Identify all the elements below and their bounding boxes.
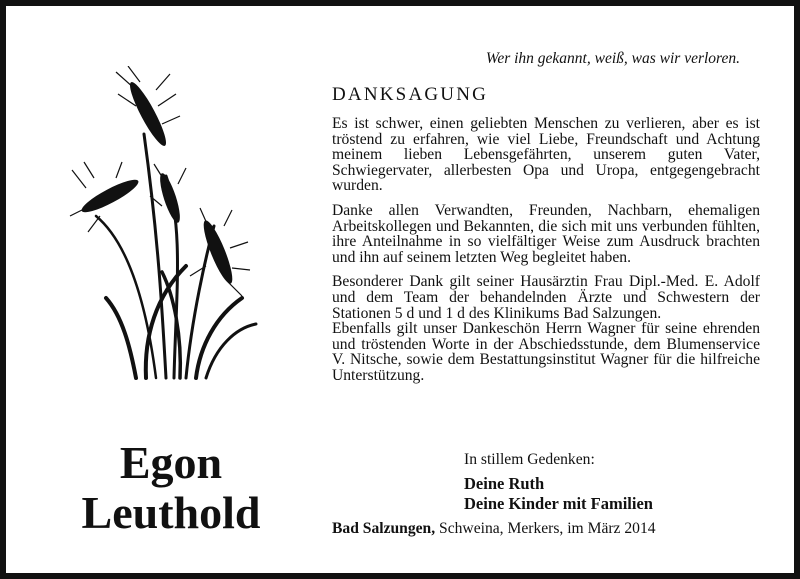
signoff xyxy=(464,451,653,514)
paragraph: Besonderer Dank gilt seiner Hausärztin Frau Dipl.-Med. E. Adolf und dem Team der behandelnden Ärzte und Schwestern der Stationen 5 d und 1 d des Klinikums Bad Salzungen. xyxy=(332,273,760,322)
place-rest: Schweina, Merkers, im März 2014 xyxy=(435,520,656,537)
wheat-ears-icon xyxy=(66,66,266,386)
paragraph: Es ist schwer, einen geliebten Menschen zu verlieren, aber es ist tröstend zu erfahren, wie viel Liebe, Freundschaft und Achtung meinem lieben Lebensgefährten, unserem guten Vater, Schwiegervater, allerbesten Opa und Uropa, entgegengebracht wurden. xyxy=(332,115,760,195)
signoff-name: Deine Ruth xyxy=(464,474,545,493)
signoff-intro: In stillem Gedenken: xyxy=(464,451,595,468)
deceased-last-name: Leuthold xyxy=(81,487,261,538)
body-text xyxy=(332,116,760,393)
place-town: Bad Salzungen, xyxy=(332,520,436,537)
deceased-name xyxy=(46,438,296,538)
deceased-first-name: Egon xyxy=(119,437,223,488)
motto: Wer ihn gekannt, weiß, was wir verloren. xyxy=(485,50,740,67)
paragraph: Ebenfalls gilt unser Dankeschön Herrn Wagner für seine ehrenden und tröstenden Worte in der Abschiedsstunde, dem Blumenservice V. Nitsche, sowie dem Bestattungsinstitut Wagner für die hilfreiche Unterstützung. xyxy=(332,320,760,384)
signoff-name: Deine Kinder mit Familien xyxy=(464,494,653,513)
paragraph: Danke allen Verwandten, Freunden, Nachbarn, ehemaligen Arbeitskollegen und Bekannten, die sich mit uns verbunden fühlten, ihre Anteilnahme in so vielfältiger Weise zum Ausdruck brachten und ihn auf seinem letzten Weg begleitet haben. xyxy=(332,201,760,266)
heading: DANKSAGUNG xyxy=(332,84,489,105)
place-date xyxy=(332,520,656,538)
